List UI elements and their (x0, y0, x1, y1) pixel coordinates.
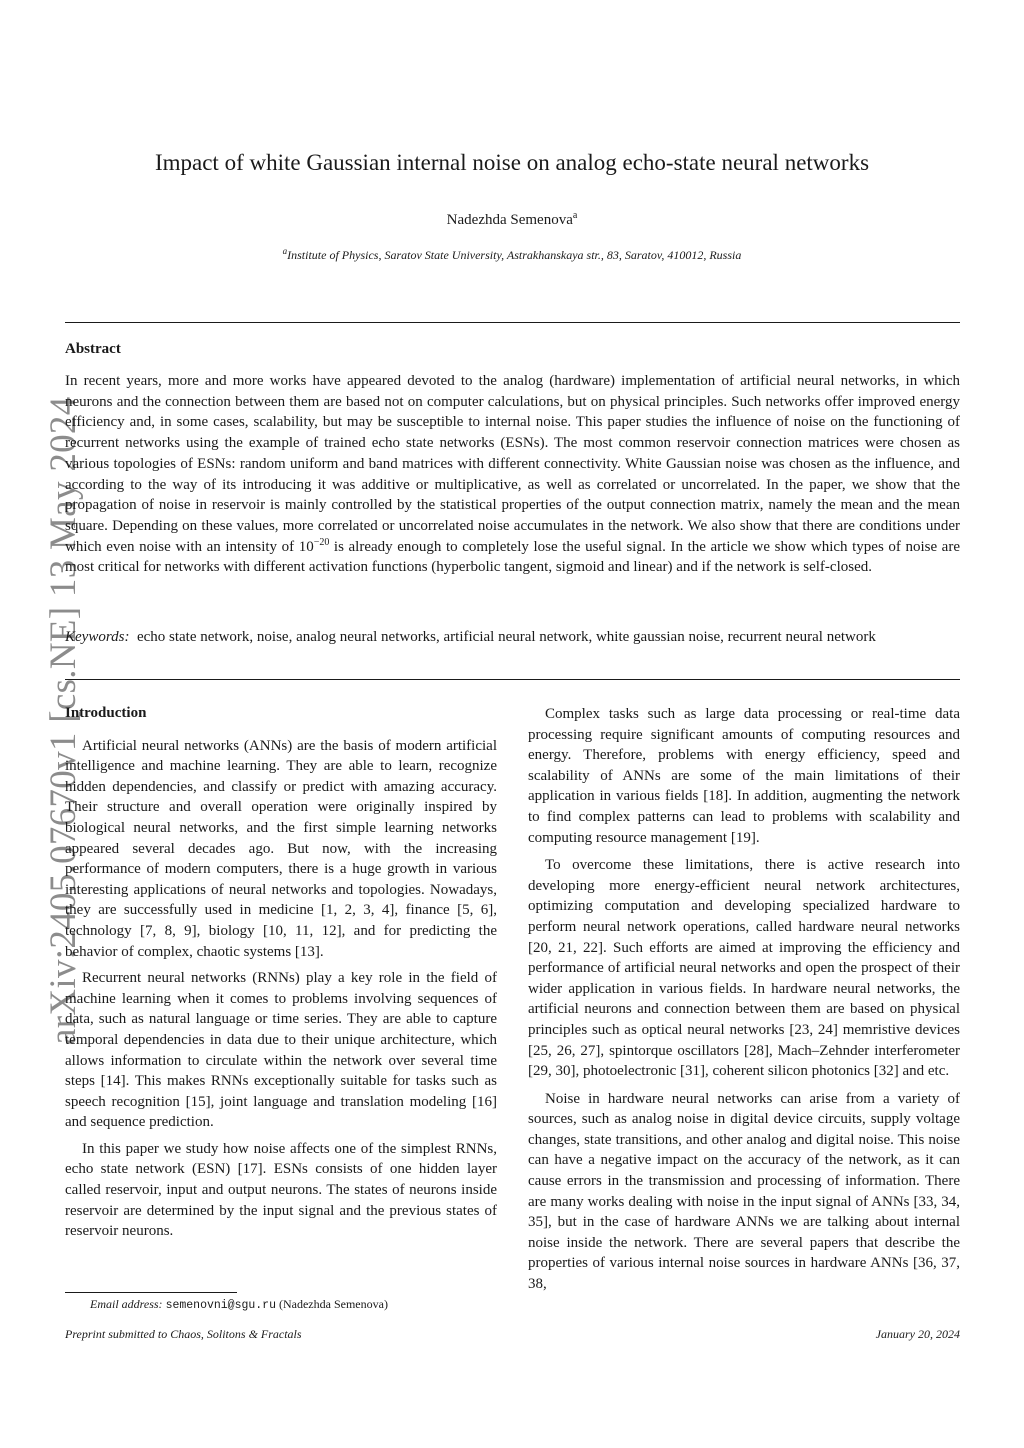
footnote-name: (Nadezhda Semenova) (278, 1297, 388, 1311)
author-name: Nadezhda Semenova (446, 212, 573, 228)
keywords-label: Keywords: (65, 629, 130, 645)
abstract-bottom-divider (65, 679, 960, 680)
footer-preprint-note: Preprint submitted to Chaos, Solitons & Fractals (65, 1327, 302, 1341)
footnote-label: Email address: (90, 1297, 163, 1311)
paragraph: Complex tasks such as large data processing or real-time data processing require significant amounts of computing resources and energy. Therefore, problems with energy efficiency, speed and scalability of ANNs are some of the main limitations of their application in various fields [18]. In addition, augmenting the network to find complex patterns can lead to problems with scalability and computing resource management [19]. (528, 706, 960, 846)
keywords (65, 627, 960, 648)
arxiv-identifier-stamp: arXiv:2405.07670v1 [cs.NE] 13 May 2024 (43, 396, 84, 1045)
abstract-heading: Abstract (65, 341, 121, 357)
left-column (65, 703, 497, 1242)
top-divider (65, 322, 960, 323)
author-affiliation-mark: a (572, 210, 578, 221)
introduction-heading: Introduction (65, 705, 147, 721)
paragraph: Recurrent neural networks (RNNs) play a key role in the field of machine learning when it comes to problems involving sequences of data, such as natural language or time series. They are able to capture temporal dependencies in data due to their unique architecture, which allows information to circulate within the network over several time steps [14]. This makes RNNs exceptionally suitable for tasks such as speech recognition [15], joint language and translation modeling [16] and sequence prediction. (65, 970, 497, 1131)
abstract-exponent: −20 (313, 536, 330, 548)
paper-title: Impact of white Gaussian internal noise on analog echo-state neural networks (154, 150, 870, 175)
right-column (528, 704, 960, 1295)
abstract-body (65, 371, 960, 578)
abstract-text-part1: In recent years, more and more works have appeared devoted to the analog (hardware) implementation of artificial neural networks, in which neurons and the connection between them are based not on computer calculations, but on physical principles. Such networks offer improved energy efficiency and, in some cases, scalability, but may be susceptible to internal noise. This paper studies the influence of noise on the functioning of recurrent networks using the example of trained echo state networks (ESNs). The most common reservoir connection matrices were chosen as various topologies of ESNs: random uniform and band matrices with different connectivity. White Gaussian noise was chosen as the influence, and according to the way of its introducing it was additive or multiplicative, as well as correlated or uncorrelated. In the paper, we show that the propagation of noise in reservoir is mainly controlled by the statistical properties of the output connection matrix, namely the mean and the mean square. Depending on these values, more correlated or uncorrelated noise accumulates in the network. We also show that there are conditions under which even noise with an intensity of 10 (65, 373, 960, 555)
paragraph: Noise in hardware neural networks can arise from a variety of sources, such as analog noise in digital device circuits, supply voltage changes, state transitions, and other analog and digital noise. This noise can have a negative impact on the accuracy of the network, as it can cause errors in the transmission and processing of information. There are many works dealing with noise in the input signal of ANNs [33, 34, 35], but in the case of hardware ANNs we are talking about internal noise inside the network. There are several papers that describe the properties of various internal noise sources in hardware ANNs [36, 37, 38, (528, 1090, 960, 1293)
footnote-divider (65, 1292, 237, 1293)
affiliation-mark: a (282, 246, 288, 256)
paragraph: In this paper we study how noise affects one of the simplest RNNs, echo state network (ESN) [17]. ESNs consists of one hidden layer called reservoir, input and output neurons. The states of neurons inside reservoir are determined by the input signal and the previous states of reservoir neurons. (65, 1140, 497, 1240)
abstract-text-part2: is already enough to completely lose the useful signal. In the article we show which types of noise are most critical for networks with different activation functions (hyperbolic tangent, sigmoid and linear) and if the network is self-closed. (65, 538, 960, 576)
paragraph: Artificial neural networks (ANNs) are the basis of modern artificial intelligence and machine learning. They are able to learn, recognize hidden dependencies, and classify or predict with amazing accuracy. Their structure and overall operation were originally inspired by biological neural networks, and the first simple learning networks appeared several decades ago. But now, with the increasing performance of modern computers, there is a huge growth in various interesting applications of neural networks and topologies. Nowadays, they are successfully used in medicine [1, 2, 3, 4], finance [5, 6], technology [7, 8, 9], biology [10, 11, 12], and for predicting the behavior of complex, chaotic systems [13]. (65, 737, 497, 960)
affiliation (0, 246, 1024, 263)
footnote (90, 1297, 388, 1312)
affiliation-text: Institute of Physics, Saratov State University, Astrakhanskaya str., 83, Saratov, 410012, Russia (287, 248, 742, 262)
paragraph: To overcome these limitations, there is active research into developing more energy-efficient neural network architectures, optimizing computation and developing specialized hardware to perform neural network operations, called hardware neural networks [20, 21, 22]. Such efforts are aimed at improving the efficiency and performance of artificial neural networks and open the prospect of their wider application in various fields. In hardware neural networks, the artificial neurons and connection between them are based on physical principles such as optical neural networks [23, 24] memristive devices [25, 26, 27], spintorque oscillators [28], Mach–Zehnder interferometer [29, 30], photoelectronic [31], coherent silicon photonics [32] and etc. (528, 857, 960, 1080)
keywords-text: echo state network, noise, analog neural networks, artificial neural network, white gaussian noise, recurrent neural network (136, 629, 876, 645)
footer-date: January 20, 2024 (875, 1327, 960, 1341)
author-email: semenovni@sgu.ru (165, 1299, 276, 1312)
author-line (0, 210, 1024, 229)
